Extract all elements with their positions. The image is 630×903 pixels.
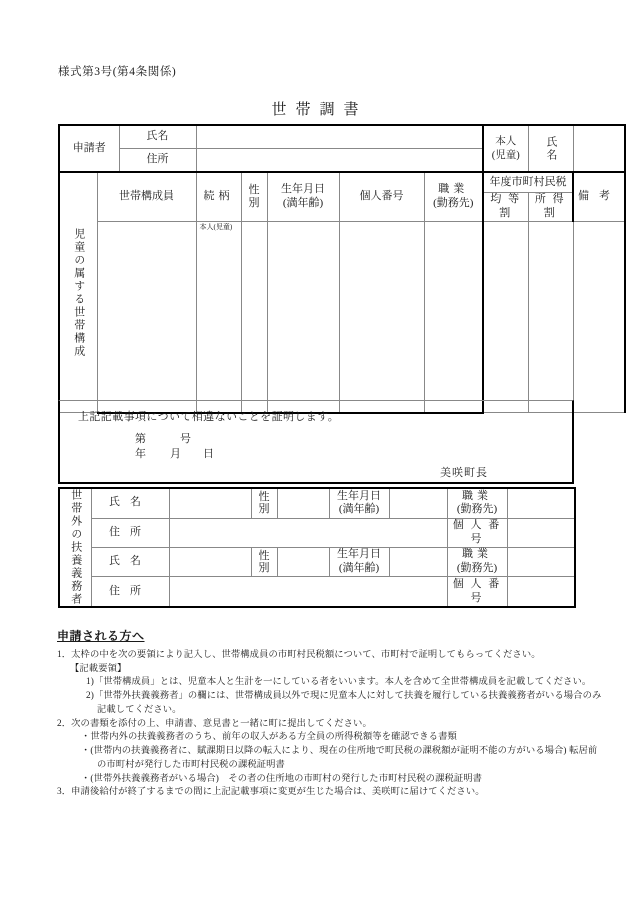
applicant-address-label: 住所 bbox=[119, 149, 196, 173]
child-label-l1: 本人 bbox=[495, 136, 517, 148]
supporter2-job-label: 職業 (勤務先) bbox=[447, 547, 507, 576]
instruction-item-5: 記載してください。 bbox=[97, 704, 182, 715]
instruction-item-10: ・(世帯外扶養義務者がいる場合) その者の住所地の市町村の発行した市町村民税の課税証明書 bbox=[81, 773, 483, 784]
instruction-item-3: 1)「世帯構成員」とは、児童本人と生計を一にしている者をいいます。本人を含めて全世帯構成員を記載してください。 bbox=[86, 677, 592, 688]
col-header-per-capita: 均 等 割 bbox=[483, 193, 528, 222]
member-gender-field[interactable] bbox=[241, 221, 267, 413]
outside-supporter-table bbox=[58, 487, 576, 608]
instruction-item-1: 1．太枠の中を次の要領により記入し、世帯構成員の市町村民税額について、市町村で証明してもらってください。 bbox=[57, 649, 541, 660]
supporter1-job-value[interactable] bbox=[507, 488, 575, 518]
member-relation-field[interactable]: 本人(児童) bbox=[196, 221, 241, 413]
supporter1-gender-label: 性 別 bbox=[251, 488, 277, 518]
member-mynumber-field[interactable] bbox=[339, 221, 424, 413]
applicant-label: 申請者 bbox=[59, 125, 119, 172]
col-header-income-rate: 所 得 割 bbox=[528, 193, 573, 222]
instruction-item-6: 2．次の書類を添付の上、申請書、意見書と一緒に町に提出してください。 bbox=[57, 718, 372, 729]
child-label-l2: (児童) bbox=[491, 149, 520, 161]
supporter2-name-label: 氏名 bbox=[91, 547, 169, 576]
supporter1-birth-value[interactable] bbox=[389, 488, 447, 518]
supporter2-mynumber-label: 個 人 番 号 bbox=[447, 577, 507, 607]
number-prefix: 第 bbox=[135, 433, 146, 445]
supporter2-mynumber-value[interactable] bbox=[507, 577, 575, 607]
certification-number-line bbox=[135, 430, 191, 446]
supporter1-mynumber-value[interactable] bbox=[507, 518, 575, 547]
member-per-capita-field[interactable] bbox=[483, 221, 528, 413]
year-label: 年 bbox=[135, 448, 146, 460]
supporter2-name-value[interactable] bbox=[169, 547, 251, 576]
supporter2-address-label: 住所 bbox=[91, 577, 169, 607]
col-header-job: 職業 (勤務先) bbox=[424, 172, 483, 221]
instruction-item-7: ・世帯内外の扶養義務者のうち、前年の収入がある方全員の所得税額等を確認できる書類 bbox=[81, 732, 457, 743]
certification-block bbox=[58, 400, 574, 484]
col-header-mynumber: 個人番号 bbox=[339, 172, 424, 221]
household-header-row-1 bbox=[59, 172, 625, 193]
day-label: 日 bbox=[203, 448, 214, 460]
certification-date-line bbox=[135, 445, 214, 461]
supporter1-name-value[interactable] bbox=[169, 488, 251, 518]
supporter1-mynumber-label: 個 人 番 号 bbox=[447, 518, 507, 547]
supporter-side-label: 世帯外の扶養義務者 bbox=[59, 488, 91, 607]
instructions-section bbox=[57, 628, 602, 800]
child-name-label: 氏名 bbox=[528, 125, 573, 172]
col-header-gender: 性 別 bbox=[241, 172, 267, 221]
col-header-relation: 続柄 bbox=[196, 172, 241, 221]
member-job-field[interactable] bbox=[424, 221, 483, 413]
household-side-label: 児童の属する世帯構成 bbox=[59, 172, 97, 413]
supporter2-address-value[interactable] bbox=[169, 577, 447, 607]
applicant-address-value[interactable] bbox=[196, 149, 483, 173]
supporter2-birth-label: 生年月日 (満年齢) bbox=[329, 547, 389, 576]
supporter1-name-label: 氏名 bbox=[91, 488, 169, 518]
month-label: 月 bbox=[170, 448, 181, 460]
supporter2-gender-value[interactable] bbox=[277, 547, 329, 576]
applicant-name-label: 氏名 bbox=[119, 125, 196, 149]
member-remarks-field[interactable] bbox=[573, 221, 625, 413]
supporter1-address-value[interactable] bbox=[169, 518, 447, 547]
instruction-item-8: ・(世帯内の扶養義務者に、賦課期日以降の転入により、現在の住所地で町民税の課税額が証明不能の方がいる場合) 転居前 bbox=[81, 746, 598, 756]
household-data-rows bbox=[59, 221, 625, 413]
supporter1-birth-label: 生年月日 (満年齢) bbox=[329, 488, 389, 518]
applicant-name-value[interactable] bbox=[196, 125, 483, 149]
form-number: 様式第3号(第4条関係) bbox=[58, 66, 177, 78]
member-name-field[interactable] bbox=[97, 221, 196, 413]
member-income-rate-field[interactable] bbox=[528, 221, 573, 413]
instruction-item-9: の市町村が発行した市町村民税の課税証明書 bbox=[97, 759, 285, 770]
supporter-row-1 bbox=[59, 488, 575, 518]
child-label bbox=[483, 125, 528, 172]
instruction-item-11: 3．申請後給付が終了するまでの間に上記記載事項に変更が生じた場合は、美咲町に届けてください。 bbox=[57, 787, 485, 798]
member-birth-field[interactable] bbox=[267, 221, 339, 413]
col-header-remarks: 備考 bbox=[573, 172, 625, 221]
child-name-value[interactable] bbox=[573, 125, 625, 172]
col-header-birth: 生年月日 (満年齢) bbox=[267, 172, 339, 221]
applicant-name-row bbox=[59, 125, 625, 149]
instruction-item-4: 2)「世帯外扶養義務者」の欄には、世帯構成員以外で現に児童本人に対して扶養を履行している扶養義務者がいる場合のみ bbox=[86, 691, 602, 701]
household-table bbox=[58, 124, 626, 414]
supporter1-gender-value[interactable] bbox=[277, 488, 329, 518]
supporter2-gender-label: 性 別 bbox=[251, 547, 277, 576]
supporter-row-2 bbox=[59, 518, 575, 547]
instructions-heading: 申請される方へ bbox=[57, 629, 145, 643]
certification-signer: 美咲町長 bbox=[440, 467, 488, 479]
supporter2-job-value[interactable] bbox=[507, 547, 575, 576]
col-header-member: 世帯構成員 bbox=[97, 172, 196, 221]
supporter-row-4 bbox=[59, 577, 575, 607]
supporter-row-3 bbox=[59, 547, 575, 576]
certification-statement: 上記記載事項について相違ないことを証明します。 bbox=[78, 411, 340, 423]
instruction-item-2: 【記載要領】 bbox=[70, 663, 127, 674]
supporter1-address-label: 住所 bbox=[91, 518, 169, 547]
number-suffix: 号 bbox=[180, 433, 191, 445]
supporter2-birth-value[interactable] bbox=[389, 547, 447, 576]
tax-group-header: 年度市町村民税 bbox=[483, 172, 573, 193]
page-title: 世帯調書 bbox=[271, 102, 368, 118]
supporter1-job-label: 職業 (勤務先) bbox=[447, 488, 507, 518]
